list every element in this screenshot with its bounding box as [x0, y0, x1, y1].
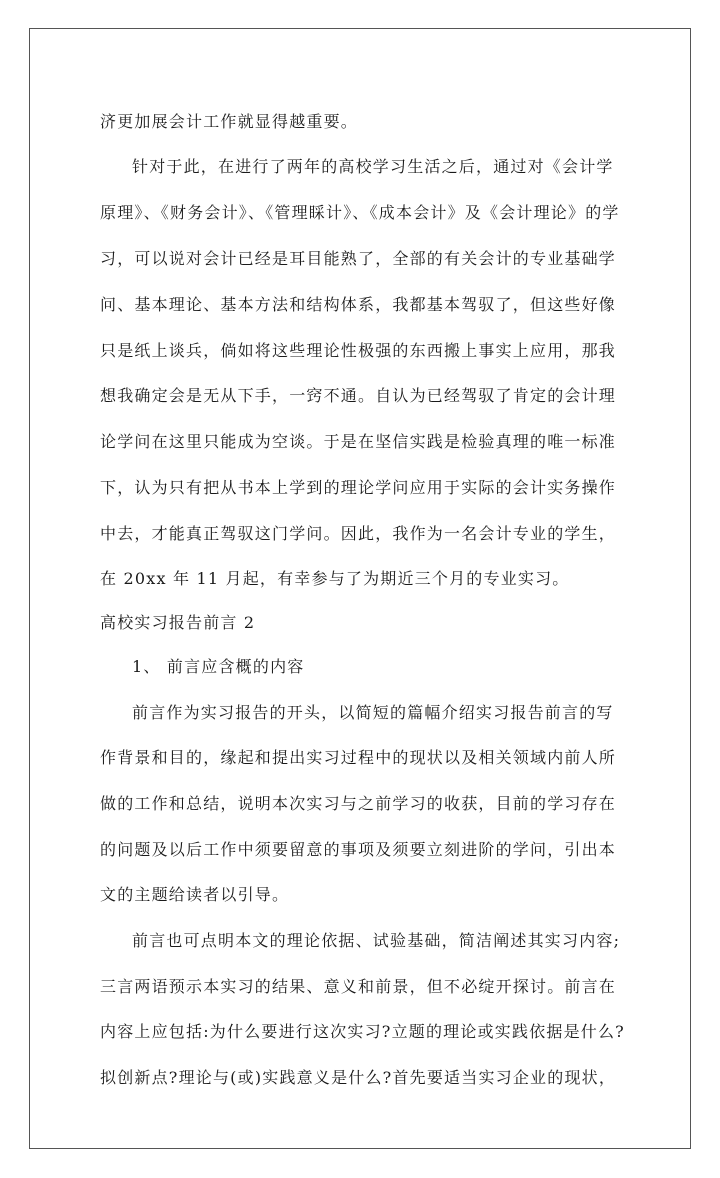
paragraph-line: 原理》、《财务会计》、《管理睬计》、《成本会计》及《会计理论》的学 — [100, 203, 620, 222]
paragraph-line: 内容上应包括:为什么要进行这次实习?立题的理论或实践依据是什么? — [100, 1022, 625, 1041]
paragraph-line: 在 20xx 年 11 月起，有幸参与了为期近三个月的专业实习。 — [100, 569, 570, 588]
paragraph-line: 下，认为只有把从书本上学到的理论学问应用于实际的会计实务操作 — [100, 478, 617, 497]
paragraph-line: 想我确定会是无从下手，一窍不通。自认为已经驾驭了肯定的会计理 — [100, 386, 617, 405]
paragraph-line: 中去，才能真正驾驭这门学问。因此，我作为一名会计专业的学生， — [100, 524, 617, 543]
paragraph-line: 针对于此，在进行了两年的高校学习生活之后，通过对《会计学 — [132, 157, 614, 176]
paragraph-line: 做的工作和总结，说明本次实习与之前学习的收获，目前的学习存在 — [100, 794, 617, 813]
paragraph-line: 拟创新点?理论与(或)实践意义是什么?首先要适当实习企业的现状， — [100, 1068, 617, 1087]
section-heading: 高校实习报告前言 2 — [100, 613, 256, 632]
paragraph-line: 济更加展会计工作就显得越重要。 — [100, 112, 359, 131]
paragraph-line: 作背景和目的，缘起和提出实习过程中的现状以及相关领域内前人所 — [100, 748, 617, 767]
paragraph-line: 前言也可点明本文的理论依据、试验基础，简洁阐述其实习内容; — [132, 931, 621, 950]
paragraph-line: 文的主题给读者以引导。 — [100, 885, 290, 904]
paragraph-line: 的问题及以后工作中须要留意的事项及须要立刻进阶的学问，引出本 — [100, 840, 617, 859]
sub-heading: 1、 前言应含概的内容 — [132, 657, 305, 676]
paragraph-line: 前言作为实习报告的开头，以简短的篇幅介绍实习报告前言的写 — [132, 703, 614, 722]
paragraph-line: 问、基本理论、基本方法和结构体系，我都基本驾驭了，但这些好像 — [100, 295, 617, 314]
paragraph-line: 论学问在这里只能成为空谈。于是在坚信实践是检验真理的唯一标准 — [100, 432, 617, 451]
paragraph-line: 只是纸上谈兵，倘如将这些理论性极强的东西搬上事实上应用，那我 — [100, 341, 617, 360]
paragraph-line: 习，可以说对会计已经是耳目能熟了，全部的有关会计的专业基础学 — [100, 249, 617, 268]
paragraph-line: 三言两语预示本实习的结果、意义和前景，但不必绽开探讨。前言在 — [100, 977, 617, 996]
